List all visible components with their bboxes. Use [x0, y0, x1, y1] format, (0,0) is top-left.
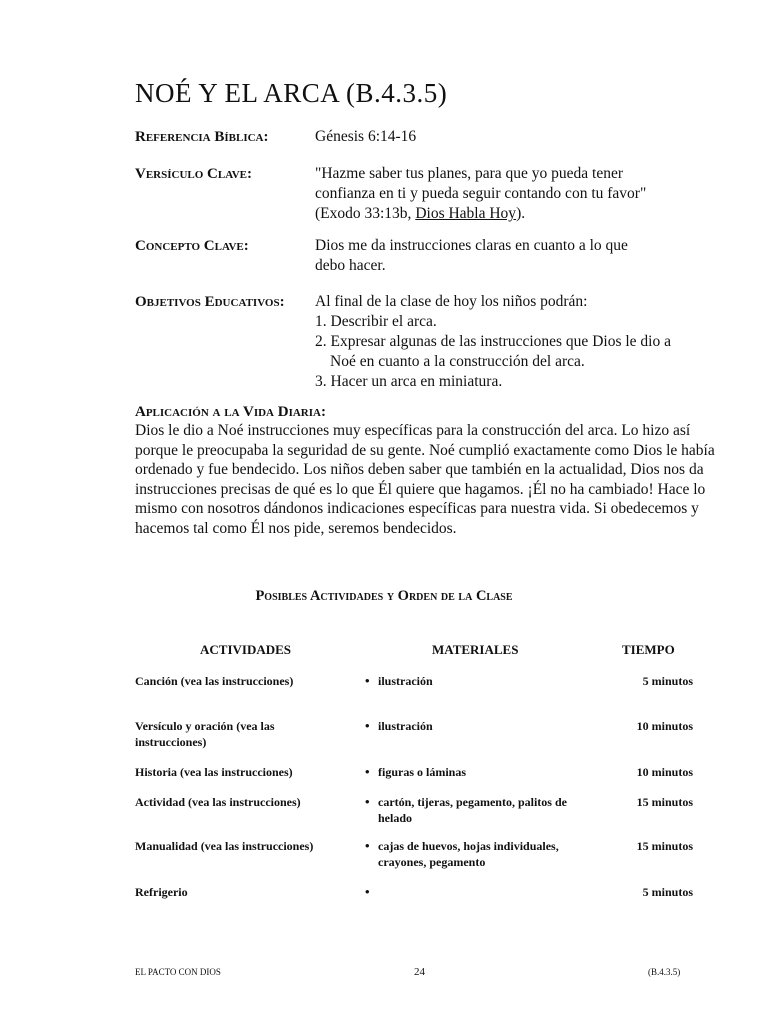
row-time: 15 minutos	[636, 839, 693, 853]
row-activity: Versículo y oración (vea las instrucciones)	[135, 719, 275, 749]
concepto-line-1: Dios me da instrucciones claras en cuanto a lo que	[315, 237, 628, 254]
row-material	[365, 764, 603, 780]
row-material-text: ilustración	[378, 719, 433, 733]
row-material-text: cajas de huevos, hojas individuales, crayones, pegamento	[378, 839, 559, 869]
row-time: 5 minutos	[642, 674, 693, 688]
versiculo-ref-close: ).	[516, 205, 526, 222]
page-title: NOÉ Y EL ARCA (B.4.3.5)	[135, 78, 448, 108]
row-activity: Refrigerio	[135, 885, 188, 899]
row-time: 10 minutos	[636, 765, 693, 779]
field-label-objetivos: Objetivos Educativos:	[135, 294, 285, 310]
bullet-icon: •	[365, 673, 370, 688]
versiculo-ref: (Exodo 33:13b,	[315, 205, 416, 222]
objetivo-item-2a: 2. Expresar algunas de las instrucciones que Dios le dio a	[315, 333, 671, 350]
concepto-line-2: debo hacer.	[315, 257, 386, 274]
row-material-text: cartón, tijeras, pegamento, palitos de helado	[378, 795, 567, 825]
row-time: 5 minutos	[642, 885, 693, 899]
row-material	[365, 718, 603, 734]
referencia-text: Génesis 6:14-16	[315, 128, 417, 145]
row-time: 15 minutos	[636, 795, 693, 809]
page-number: 24	[414, 966, 425, 978]
field-value-referencia	[315, 127, 715, 147]
field-value-versiculo	[315, 164, 715, 224]
row-activity: Manualidad (vea las instrucciones)	[135, 839, 314, 853]
field-value-concepto	[315, 236, 715, 276]
versiculo-line-3	[315, 204, 715, 224]
versiculo-line-1: "Hazme saber tus planes, para que yo pueda tener	[315, 165, 624, 182]
bullet-icon: •	[365, 794, 370, 809]
footer-lesson-code: (B.4.3.5)	[648, 967, 681, 977]
aplicacion-section	[135, 403, 715, 538]
row-time: 10 minutos	[636, 719, 693, 733]
bullet-icon: •	[365, 884, 370, 899]
row-material	[365, 673, 603, 689]
row-material	[365, 838, 593, 870]
header-actividades: ACTIVIDADES	[200, 642, 292, 657]
objetivo-item-3: 3. Hacer un arca en miniatura.	[315, 373, 503, 390]
objetivo-item-2b: Noé en cuanto a la construcción del arca.	[330, 353, 585, 370]
row-activity: Historia (vea las instrucciones)	[135, 765, 293, 779]
header-materiales: MATERIALES	[432, 642, 519, 657]
objetivos-intro: Al final de la clase de hoy los niños podrán:	[315, 293, 588, 310]
row-activity: Actividad (vea las instrucciones)	[135, 795, 301, 809]
row-material-text: figuras o láminas	[378, 765, 467, 779]
dios-habla-hoy-link[interactable]: Dios Habla Hoy	[415, 205, 517, 222]
bullet-icon: •	[365, 718, 370, 733]
aplicacion-body: Dios le dio a Noé instrucciones muy específicas para la construcción del arca. Lo hizo así porque le preocupaba la seguridad de su gente. Noé cumplió exactamente como Dios le había ordenado y fue bendecido. Los niños deben saber que también en la actualidad, Dios nos da instrucciones precisas de qué es lo que Él quiere que hagamos. ¡Él no ha cambiado! Hace lo mismo con nosotros dándonos indicaciones específicas para nuestra vida. Si obedecemos y hacemos tal como Él nos pide, seremos bendecidos.	[135, 422, 715, 537]
header-tiempo: TIEMPO	[622, 642, 675, 657]
bullet-icon: •	[365, 764, 370, 779]
row-material	[365, 794, 603, 826]
aplicacion-heading: Aplicación a la Vida Diaria:	[135, 404, 326, 420]
field-value-objetivos	[315, 292, 715, 392]
versiculo-line-2: confianza en ti y pueda seguir contando con tu favor"	[315, 185, 647, 202]
footer-book-title: EL PACTO CON DIOS	[135, 967, 221, 977]
activities-section-title: Posibles Actividades y Orden de la Clase	[255, 588, 513, 604]
field-label-concepto: Concepto Clave:	[135, 238, 249, 254]
bullet-icon: •	[365, 838, 370, 853]
row-activity: Canción (vea las instrucciones)	[135, 674, 294, 688]
objetivo-item-1: 1. Describir el arca.	[315, 313, 437, 330]
row-material-text: ilustración	[378, 674, 433, 688]
field-label-versiculo: Versículo Clave:	[135, 166, 253, 182]
field-label-referencia: Referencia Bíblica:	[135, 129, 269, 145]
